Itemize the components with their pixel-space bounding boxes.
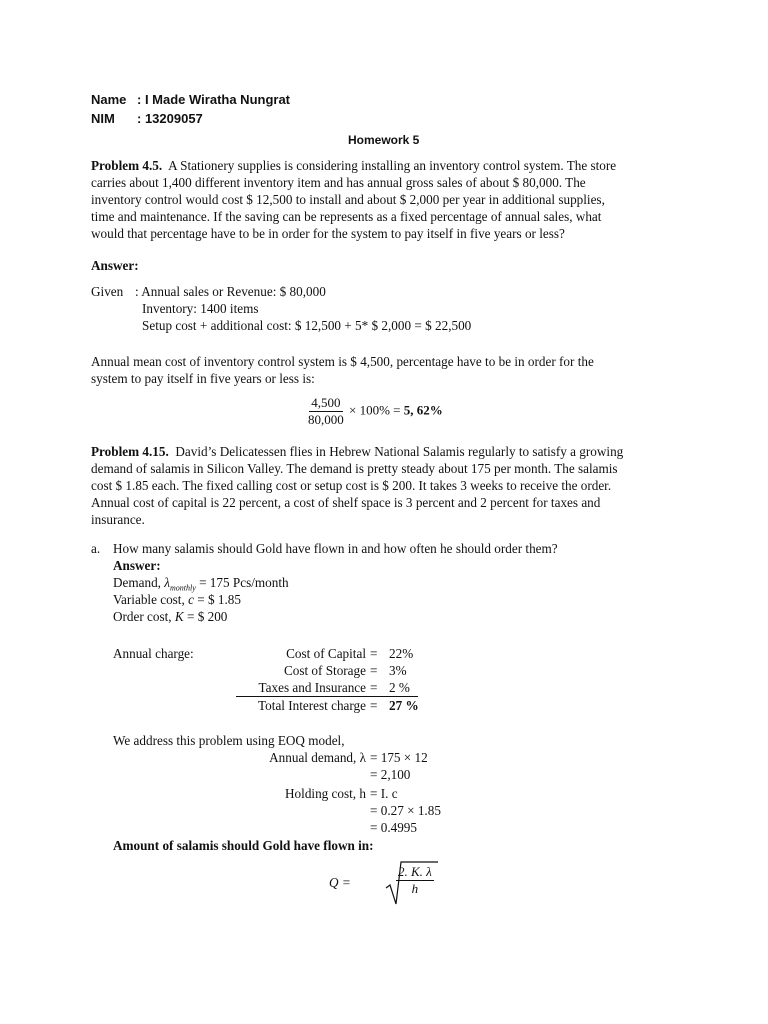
name-value: : I Made Wiratha Nungrat bbox=[137, 92, 291, 107]
charge-total-label: Total Interest charge bbox=[258, 698, 366, 713]
answer-heading: Answer: bbox=[91, 258, 139, 273]
fraction-times: × 100% = bbox=[349, 402, 401, 418]
charge-capital-eq: = bbox=[370, 646, 378, 661]
holding-cost-eq3: = 0.4995 bbox=[370, 820, 417, 835]
annual-demand-eq1: = 175 × 12 bbox=[370, 750, 428, 765]
problem-4-15-line1: Problem 4.15. David’s Delicatessen flies in Hebrew National Salamis regularly to satisfy a growing bbox=[91, 444, 624, 459]
annual-demand-eq2: = 2,100 bbox=[370, 767, 411, 782]
percentage-result: 5, 62% bbox=[403, 402, 443, 418]
given-inventory: Inventory: 1400 items bbox=[142, 301, 259, 316]
name-label: Name bbox=[91, 92, 127, 107]
charge-storage-value: 3% bbox=[389, 663, 407, 678]
fraction-denominator: 80,000 bbox=[308, 412, 344, 427]
problem-4-5-label: Problem 4.5. bbox=[91, 158, 163, 173]
annual-charge-label: Annual charge: bbox=[113, 646, 194, 661]
problem-4-5-line4: time and maintenance. If the saving can be represents as a fixed percentage of annual sales, what bbox=[91, 209, 602, 224]
problem-4-5-line1: Problem 4.5. A Stationery supplies is considering installing an inventory control system. The store bbox=[91, 158, 617, 173]
given-label: Given bbox=[91, 284, 124, 299]
holding-cost-eq2: = 0.27 × 1.85 bbox=[370, 803, 441, 818]
mean-cost-line2: system to pay itself in five years or less is: bbox=[91, 371, 315, 386]
charge-storage-eq: = bbox=[370, 663, 378, 678]
problem-4-5-line2: carries about 1,400 different inventory item and has annual gross sales of about $ 80,000. The bbox=[91, 175, 586, 190]
q-denominator: h bbox=[411, 881, 419, 896]
question-a-text: How many salamis should Gold have flown in and how often he should order them? bbox=[113, 541, 558, 556]
holding-cost-label: Holding cost, h bbox=[285, 786, 366, 801]
question-a-marker: a. bbox=[91, 541, 101, 556]
percentage-formula bbox=[306, 395, 443, 428]
charge-taxes-label: Taxes and Insurance bbox=[258, 680, 366, 695]
problem-4-5-line5: would that percentage have to be in order for the system to pay itself in five years or less? bbox=[91, 226, 565, 241]
mean-cost-line1: Annual mean cost of inventory control system is $ 4,500, percentage have to be in order for the bbox=[91, 354, 594, 369]
charge-taxes-eq: = bbox=[370, 680, 378, 695]
charge-storage-label: Cost of Storage bbox=[283, 663, 366, 678]
q-numerator: 2. K. λ bbox=[398, 864, 432, 879]
fraction-numerator: 4,500 bbox=[311, 395, 341, 410]
q-fraction bbox=[396, 864, 434, 897]
given-setup-cost: Setup cost + additional cost: $ 12,500 + 5* $ 2,000 = $ 22,500 bbox=[142, 318, 472, 333]
annual-demand-label: Annual demand, λ bbox=[269, 750, 366, 765]
eoq-intro: We address this problem using EOQ model, bbox=[113, 733, 345, 748]
given-sales: : Annual sales or Revenue: $ 80,000 bbox=[135, 284, 326, 299]
nim-label: NIM bbox=[91, 111, 115, 126]
order-cost-line: Order cost, K = $ 200 bbox=[113, 609, 228, 624]
problem-4-15-line2: demand of salamis in Silicon Valley. The demand is pretty steady about 175 per month. The salamis bbox=[91, 461, 618, 476]
holding-cost-eq1: = I. c bbox=[370, 786, 398, 801]
problem-4-15-line4: Annual cost of capital is 22 percent, a cost of shelf space is 3 percent and 2 percent for taxes and bbox=[91, 495, 601, 510]
charge-total-value: 27 % bbox=[389, 698, 419, 713]
charge-taxes-value: 2 % bbox=[389, 680, 410, 695]
problem-4-15-line5: insurance. bbox=[91, 512, 145, 527]
variable-cost-line: Variable cost, c = $ 1.85 bbox=[113, 592, 241, 607]
charge-capital-value: 22% bbox=[389, 646, 414, 661]
percentage-fraction bbox=[306, 395, 346, 428]
question-a-answer: Answer: bbox=[113, 558, 161, 573]
problem-4-15-line3: cost $ 1.85 each. The fixed calling cost or setup cost is $ 200. It takes 3 weeks to receive the order. bbox=[91, 478, 612, 493]
problem-4-15-label: Problem 4.15. bbox=[91, 444, 169, 459]
q-lhs: Q = bbox=[329, 875, 351, 890]
demand-line: Demand, $\lambda_{monthly} = 175$ Pcs/month bbox=[113, 575, 289, 593]
amount-heading: Amount of salamis should Gold have flown in: bbox=[113, 838, 374, 853]
charge-total-eq: = bbox=[370, 698, 378, 713]
charge-capital-label: Cost of Capital bbox=[286, 646, 366, 661]
nim-value: : 13209057 bbox=[137, 111, 203, 126]
problem-4-5-line3: inventory control would cost $ 12,500 to install and about $ 2,000 per year in additional supplies, bbox=[91, 192, 605, 207]
page-title: Homework 5 bbox=[348, 133, 420, 147]
